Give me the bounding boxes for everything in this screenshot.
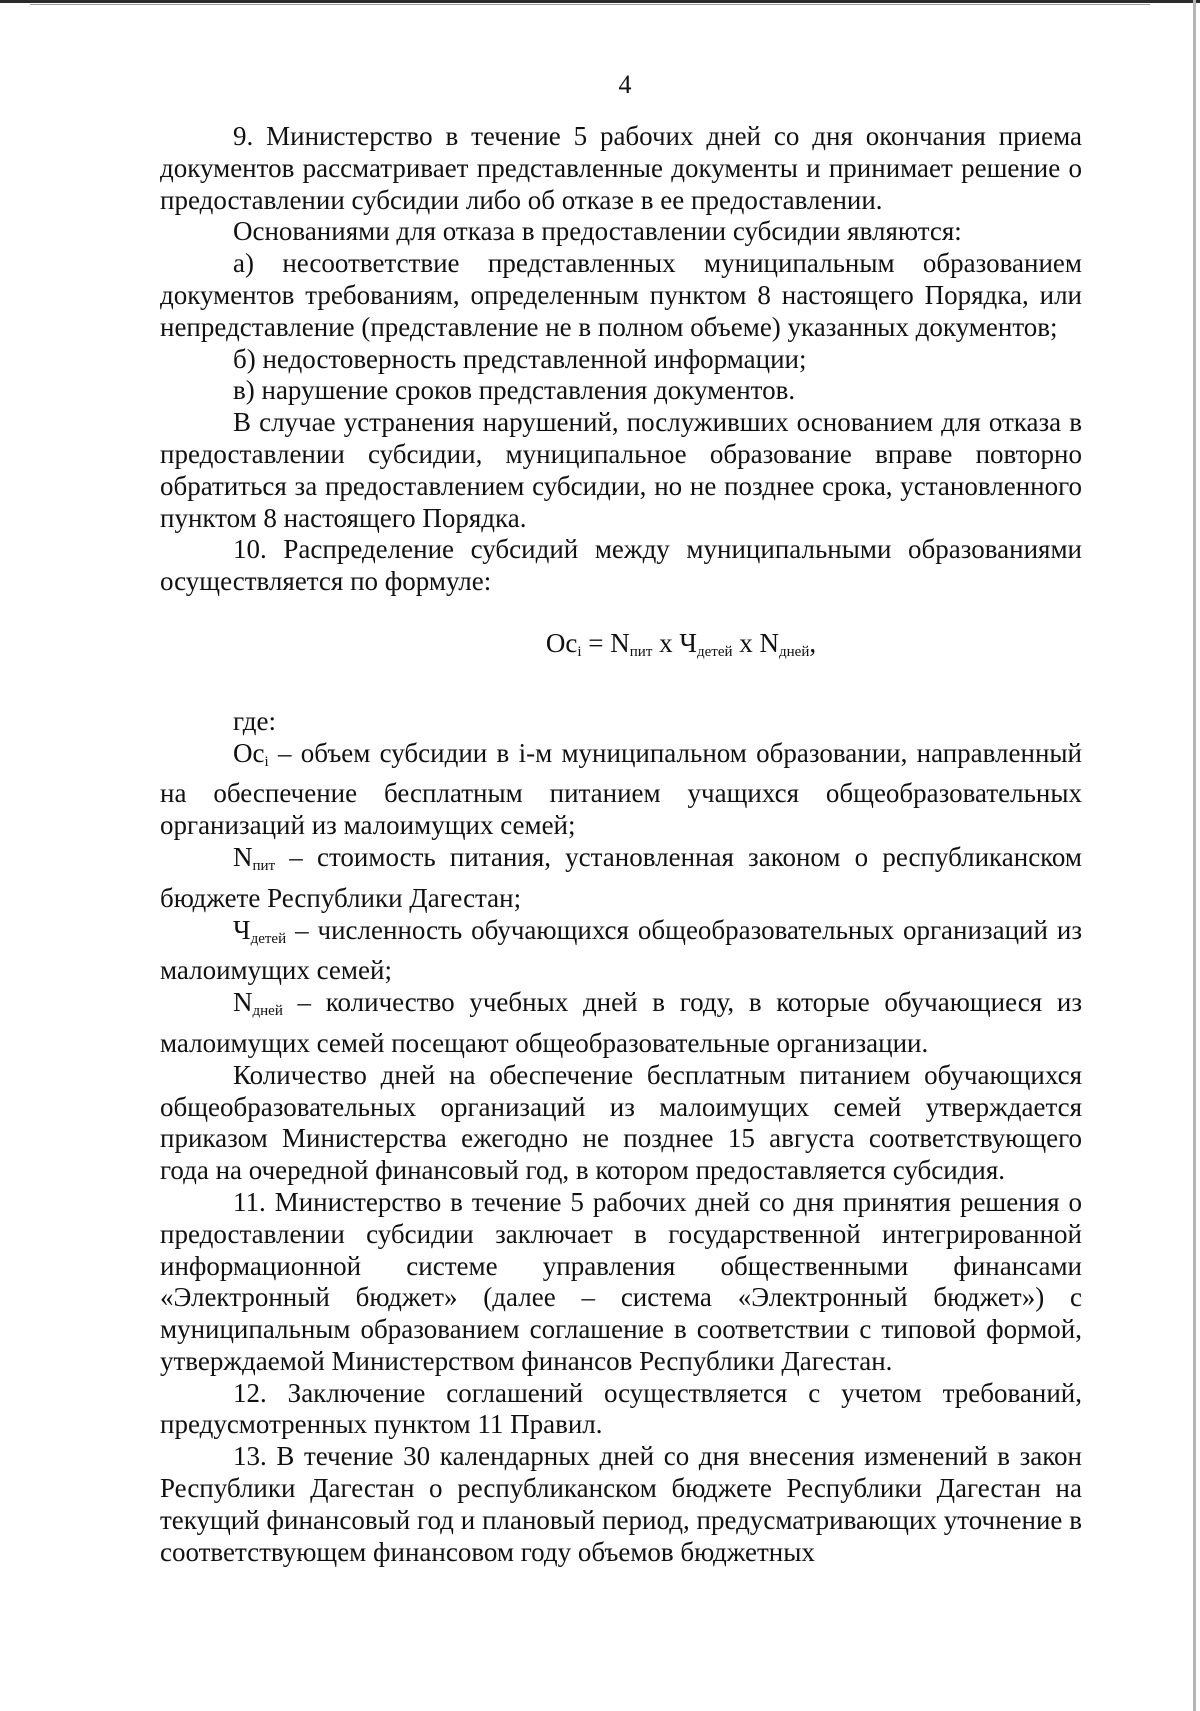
formula-term: N — [610, 627, 630, 658]
formula-subscript: детей — [696, 643, 733, 660]
paragraph-9: 9. Министерство в течение 5 рабочих дней со дня окончания приема документов рассматривает представленные документы и принимает решение о предоставлении субсидии либо об отказе в ее предоставлении. — [160, 121, 1082, 215]
subsidy-formula — [160, 628, 1082, 669]
definition-term: Ч — [233, 914, 251, 945]
formula-subscript: i — [577, 643, 582, 660]
meal-days-paragraph: Количество дней на обеспечение бесплатным питанием обучающихся общеобразовательных организаций из малоимущих семей утверждается приказом Министерства ежегодно не позднее 15 августа соответствующего года на очередной финансовый год, в котором предоставляется субсидия. — [160, 1059, 1082, 1186]
formula-subscript: пит — [629, 643, 653, 660]
definition-term: N — [233, 987, 253, 1018]
formula-operator: х — [652, 627, 680, 658]
definition-item — [160, 987, 1082, 1060]
definition-subscript: детей — [250, 930, 287, 947]
definition-text: – количество учебных дней в году, в которые обучающиеся из малоимущих семей посещают общеобразовательные организации. — [160, 987, 1082, 1058]
paragraph-13: 13. В течение 30 календарных дней со дня внесения изменений в закон Республики Дагестан о республиканском бюджете Республики Дагестан на текущий финансовый год и плановый период, предусматривающих уточнение в соответствующем финансовом году объемов бюджетных — [160, 1441, 1082, 1567]
definition-subscript: дней — [252, 1003, 283, 1020]
paragraph-11: 11. Министерство в течение 5 рабочих дней со дня принятия решения о предоставлении субсидии заключает в государственной интегрированной информационной системе управления общественными финансами «Электронный бюджет» (далее – система «Электронный бюджет») с муниципальным образованием соглашение в соответствии с типовой формой, утверждаемой Министерством финансов Республики Дагестан. — [160, 1186, 1082, 1376]
scan-edge-top — [0, 0, 1200, 3]
definition-item — [160, 915, 1082, 988]
formula-term: N — [759, 627, 779, 658]
refusal-ground-a: а) несоответствие представленных муниципальным образованием документов требованиям, определенным пунктом 8 настоящего Порядка, или непредставление (представление не в полном объеме) указанных документов; — [160, 248, 1082, 342]
definition-term: Ос — [233, 737, 265, 768]
scan-edge-line — [30, 4, 1150, 5]
refusal-grounds-intro: Основаниями для отказа в предоставлении субсидии являются: — [233, 216, 962, 247]
definition-text: – стоимость питания, установленная законом о республиканском бюджете Республики Дагестан; — [160, 841, 1082, 913]
definition-text: – численность обучающихся общеобразовательных организаций из малоимущих семей; — [160, 914, 1082, 986]
reapplication-paragraph: В случае устранения нарушений, послуживших основанием для отказа в предоставлении субсидии, муниципальное образование вправе повторно обратиться за предоставлением субсидии, но не позднее срока, установленного пунктом 8 настоящего Порядка. — [160, 407, 1082, 533]
definition-item — [160, 842, 1082, 915]
formula-subscript: дней — [779, 643, 810, 660]
page-number: 4 — [618, 70, 632, 99]
scan-edge-right — [1193, 0, 1196, 1711]
formula-operator: = — [581, 627, 611, 658]
refusal-ground-b: б) недостоверность представленной информации; — [233, 343, 807, 374]
paragraph-12: 12. Заключение соглашений осуществляется с учетом требований, предусмотренных пунктом 11 Правил. — [160, 1377, 1082, 1440]
paragraph-10: 10. Распределение субсидий между муниципальными образованиями осуществляется по формуле: — [160, 534, 1082, 597]
formula-term: Ос — [545, 627, 578, 658]
definition-text: – объем субсидии в i-м муниципальном образовании, направленный на обеспечение бесплатным питанием учащихся общеобразовательных организаций из малоимущих семей; — [160, 737, 1082, 841]
definition-term: N — [233, 841, 253, 872]
document-body — [160, 121, 1082, 1568]
formula-operator: х — [732, 627, 760, 658]
definition-subscript: пит — [252, 857, 276, 874]
where-label: где: — [233, 705, 276, 736]
definition-item — [160, 738, 1082, 842]
formula-punctuation: , — [809, 627, 817, 658]
definition-subscript: i — [264, 753, 269, 770]
refusal-ground-c: в) нарушение сроков представления документов. — [233, 375, 796, 406]
formula-term: Ч — [679, 627, 697, 658]
